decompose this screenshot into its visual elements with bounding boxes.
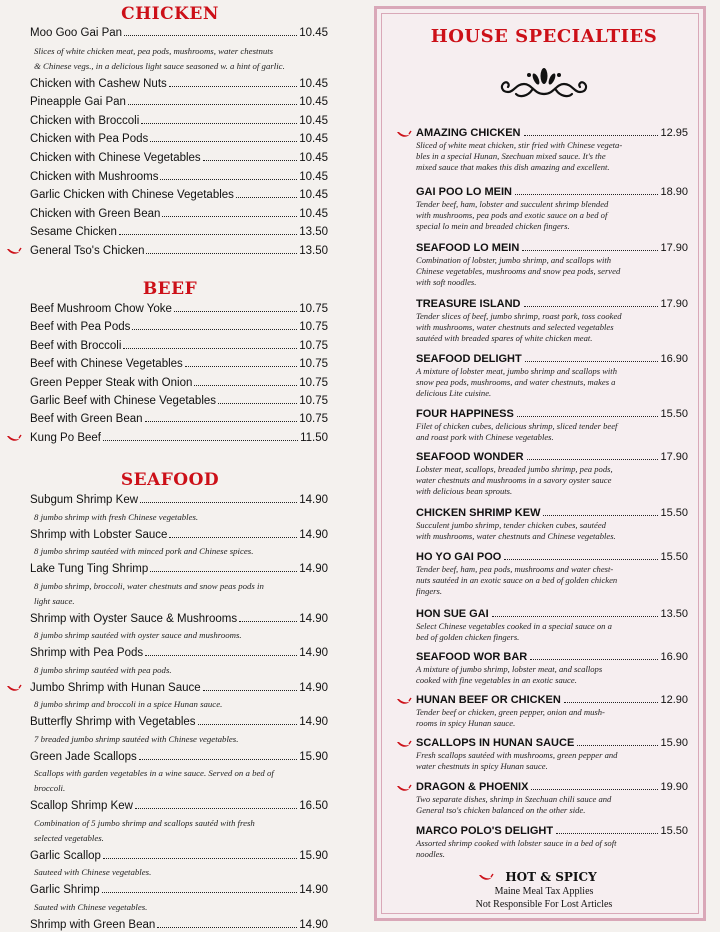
item-description: Scallops with garden vegetables in a wine sauce. Served on a bed of [34, 768, 274, 778]
specialty-description: nuts sautéed in an exotic sauce on a bed of golden chicken [416, 575, 618, 585]
specialty-description: Assorted shrimp cooked with lobster sauce in a bed of soft [416, 838, 617, 848]
chicken-item [30, 151, 328, 165]
seafood-item [30, 750, 328, 764]
item-description: 7 breaded jumbo shrimp sautéed with Chinese vegetables. [34, 733, 239, 744]
specialty-description: mixed sauce that makes this dish amazing and excellent. [416, 162, 610, 172]
item-name: Chicken with Green Bean [30, 207, 161, 220]
specialty-name: SEAFOOD WONDER [416, 451, 524, 463]
specialty-item [416, 608, 688, 621]
specialty-description: bles in a special Hunan, Szechuan mixed sauce. It's the [416, 151, 606, 161]
seafood-item [30, 681, 328, 695]
specialty-item [416, 298, 688, 311]
item-description: Sauted with Chinese vegetables. [34, 901, 148, 912]
item-price: 10.75 [299, 303, 328, 315]
item-price: 10.45 [299, 170, 328, 183]
leader-dots [150, 141, 297, 142]
specialty-description: water chestnuts in spicy Hunan sauce. [416, 761, 548, 771]
item-name: Chicken with Broccoli [30, 114, 140, 127]
chili-pepper-icon [396, 784, 412, 793]
item-description: 8 jumbo shrimp with fresh Chinese vegetables. [34, 511, 199, 522]
item-price: 10.45 [299, 133, 328, 146]
seafood-item [30, 646, 328, 660]
specialty-description: A mixture of jumbo shrimp, lobster meat, and scallops [416, 664, 603, 674]
leader-dots [236, 197, 297, 198]
item-price: 10.75 [299, 321, 328, 334]
item-price: 16.50 [299, 800, 328, 812]
specialty-description: Combination of lobster, jumbo shrimp, and scallops with [416, 255, 612, 265]
chili-pepper-icon [6, 684, 22, 693]
specialty-name: GAI POO LO MEIN [416, 186, 512, 198]
item-price: 15.90 [299, 849, 328, 862]
specialty-item [416, 651, 688, 664]
specialty-name: MARCO POLO'S DELIGHT [416, 825, 554, 837]
item-name: Pineapple Gai Pan [30, 96, 126, 109]
item-name: Garlic Shrimp [30, 884, 100, 896]
specialty-name: FOUR HAPPINESS [416, 408, 514, 420]
specialty-description: Sliced of white meat chicken, stir fried with Chinese vegeta- [416, 140, 623, 150]
item-description: selected vegetables. [34, 832, 104, 843]
beef-item [30, 320, 328, 334]
specialty-description: with mushrooms, pea pods and exotic sauce on a bed of [416, 210, 608, 220]
specialty-item [416, 781, 688, 794]
specialty-name: TREASURE ISLAND [416, 298, 521, 310]
seafood-item [30, 612, 328, 626]
item-name: Beef Mushroom Chow Yoke [30, 303, 172, 315]
seafood-item [30, 799, 328, 813]
beef-item [30, 412, 328, 426]
specialty-description: water chestnuts and mushrooms in a savory oyster sauce [416, 475, 612, 485]
seafood-item [30, 849, 328, 863]
specialty-item [416, 242, 688, 255]
leader-dots [524, 306, 659, 307]
leader-dots [150, 571, 297, 572]
chicken-item [30, 132, 328, 146]
item-price: 10.75 [299, 413, 328, 426]
item-name: Kung Po Beef [30, 431, 101, 444]
item-description: 8 jumbo shrimp, broccoli, water chestnuts and snow peas pods in [34, 580, 264, 591]
item-name: Shrimp with Green Bean [30, 918, 156, 931]
item-name: Green Pepper Steak with Onion [30, 376, 193, 389]
specialty-price: 17.90 [660, 242, 688, 254]
leader-dots [157, 927, 297, 928]
specialty-name: SEAFOOD DELIGHT [416, 353, 522, 365]
item-description: 8 jumbo shrimp sautéed with oyster sauce and mushrooms. [34, 630, 242, 640]
specialty-name: AMAZING CHICKEN [416, 127, 521, 139]
specialty-description: special lo mein and breaded chicken fingers. [416, 221, 570, 231]
chili-pepper-icon [6, 434, 22, 443]
specialty-description: Two separate dishes, shrimp in Szechuan chili sauce and [416, 794, 612, 804]
item-name: Shrimp with Pea Pods [30, 647, 144, 659]
leader-dots [128, 104, 297, 105]
item-name: Chicken with Pea Pods [30, 133, 149, 146]
chili-pepper-icon [396, 740, 412, 749]
specialty-description: Chinese vegetables, mushrooms and snow pea pods, served [416, 266, 621, 276]
chicken-item [30, 207, 328, 221]
chicken-item [30, 170, 328, 184]
beef-item [30, 357, 328, 371]
specialty-name: HUNAN BEEF OR CHICKEN [416, 694, 561, 706]
specialty-item [416, 451, 688, 464]
item-name: Garlic Chicken with Chinese Vegetables [30, 189, 234, 202]
leader-dots [203, 160, 298, 161]
item-name: Butterfly Shrimp with Vegetables [30, 716, 196, 728]
specialty-description: Filet of chicken cubes, delicious shrimp, sliced tender beef [416, 421, 618, 431]
specialty-description: Select Chinese vegetables cooked in a special sauce on a [416, 621, 612, 631]
leader-dots [145, 655, 297, 656]
specialty-price: 12.90 [660, 694, 688, 706]
specialty-name: SCALLOPS IN HUNAN SAUCE [416, 737, 575, 749]
specialty-description: sautéed with breaded spares of white chicken meat. [416, 333, 593, 343]
left-column [0, 0, 340, 930]
item-price: 14.90 [299, 612, 328, 625]
lost-articles-note: Not Responsible For Lost Articles [475, 899, 613, 910]
leader-dots [564, 702, 659, 703]
leader-dots [515, 194, 659, 195]
leader-dots [141, 123, 297, 124]
item-name: Chicken with Cashew Nuts [30, 77, 167, 90]
chicken-item [30, 225, 328, 239]
leader-dots [530, 659, 658, 660]
specialty-price: 15.50 [660, 825, 688, 837]
chicken-item [30, 95, 328, 109]
leader-dots [103, 858, 297, 859]
item-price: 10.45 [299, 27, 328, 39]
specialty-name: SEAFOOD WOR BAR [416, 651, 528, 663]
leader-dots [103, 440, 298, 441]
item-name: Garlic Scallop [30, 849, 101, 862]
specialty-item [416, 507, 688, 520]
item-price: 10.45 [299, 152, 328, 164]
specialty-description: with delicious bean sprouts. [416, 486, 513, 496]
specialty-item [416, 737, 688, 750]
specialty-description: Fresh scallops sautéed with mushrooms, green pepper and [416, 750, 618, 760]
specialty-price: 13.50 [660, 608, 688, 620]
item-description: Slices of white chicken meat, pea pods, mushrooms, water chestnuts [34, 45, 274, 56]
item-name: Subgum Shrimp Kew [30, 494, 139, 506]
hot-spicy-label: HOT & SPICY [505, 870, 597, 884]
seafood-item [30, 493, 328, 507]
leader-dots [135, 808, 297, 809]
chili-pepper-icon [6, 247, 22, 256]
beef-title: BEEF [142, 279, 198, 299]
item-price: 10.75 [299, 395, 328, 407]
specialty-price: 19.90 [660, 781, 688, 793]
specialty-description: delicious Lite cuisine. [416, 388, 492, 398]
specialty-description: Tender slices of beef, jumbo shrimp, roast pork, toss cooked [416, 311, 622, 321]
specialty-price: 17.90 [660, 451, 688, 463]
leader-dots [145, 421, 298, 422]
specialty-price: 17.90 [660, 298, 688, 310]
item-price: 13.50 [299, 226, 328, 239]
leader-dots [194, 385, 297, 386]
scroll-ornament-icon [494, 64, 594, 100]
item-price: 10.75 [299, 376, 328, 389]
leader-dots [162, 216, 297, 217]
specialty-name: HON SUE GAI [416, 608, 489, 620]
item-description: light sauce. [34, 595, 75, 606]
specialty-item [416, 551, 688, 564]
specialty-description: Tender beef or chicken, green pepper, onion and mush- [416, 707, 605, 717]
item-description: broccoli. [34, 783, 66, 793]
leader-dots [527, 459, 659, 460]
item-price: 13.50 [299, 245, 328, 257]
specialty-price: 15.50 [660, 551, 688, 563]
specialty-item [416, 825, 688, 838]
beef-item [30, 394, 328, 408]
leader-dots [218, 403, 297, 404]
chicken-item [30, 26, 328, 40]
leader-dots [119, 234, 297, 235]
item-name: Beef with Chinese Vegetables [30, 358, 183, 371]
chicken-item [30, 114, 328, 128]
item-name: Shrimp with Lobster Sauce [30, 528, 168, 541]
leader-dots [169, 86, 297, 87]
chicken-item [30, 77, 328, 91]
beef-item [30, 431, 328, 445]
specialty-price: 12.95 [660, 127, 688, 139]
specialty-description: with soft noodles. [416, 277, 477, 287]
specialty-description: noodles. [416, 849, 445, 859]
item-description: 8 jumbo shrimp sautéed with pea pods. [34, 664, 172, 675]
leader-dots [531, 789, 658, 790]
leader-dots [140, 502, 297, 503]
item-name: Lake Tung Ting Shrimp [30, 563, 149, 575]
item-name: Moo Goo Gai Pan [30, 27, 123, 39]
specialty-description: cooked with fine vegetables in an exotic sauce. [416, 675, 577, 685]
leader-dots [185, 366, 297, 367]
specialty-item [416, 694, 688, 707]
item-price: 10.45 [299, 96, 328, 109]
leader-dots [174, 311, 297, 312]
item-name: Garlic Beef with Chinese Vegetables [30, 395, 217, 407]
leader-dots [146, 253, 297, 254]
specialty-price: 16.90 [660, 651, 688, 663]
beef-item [30, 339, 328, 353]
item-name: Jumbo Shrimp with Hunan Sauce [30, 681, 201, 694]
item-price: 15.90 [299, 750, 328, 763]
specialty-price: 16.90 [660, 353, 688, 365]
item-price: 14.90 [299, 528, 328, 541]
seafood-item [30, 528, 328, 542]
specialty-item [416, 186, 688, 199]
beef-item [30, 376, 328, 390]
beef-item [30, 302, 328, 316]
chicken-title: CHICKEN [121, 4, 219, 24]
item-name: Beef with Pea Pods [30, 321, 131, 334]
leader-dots [139, 759, 297, 760]
house-specialties-inner [381, 13, 699, 914]
specialty-description: with mushrooms, water chestnuts and Chinese vegetables. [416, 531, 616, 541]
item-description: & Chinese vegs., in a delicious light sauce seasoned w. a hint of garlic. [34, 60, 285, 71]
leader-dots [524, 135, 659, 136]
specialty-description: A mixture of lobster meat, jumbo shrimp and scallops with [416, 366, 617, 376]
specialty-price: 15.50 [660, 408, 688, 420]
item-description: Combination of 5 jumbo shrimp and scallops sautéd with fresh [34, 817, 255, 828]
specialty-item [416, 127, 688, 140]
item-price: 14.90 [299, 647, 328, 659]
leader-dots [522, 250, 658, 251]
leader-dots [492, 616, 659, 617]
item-price: 14.90 [299, 563, 328, 575]
item-name: Scallop Shrimp Kew [30, 800, 133, 812]
leader-dots [517, 416, 659, 417]
specialty-description: with mushrooms, water chestnuts and selected vegetables [416, 322, 614, 332]
leader-dots [203, 690, 298, 691]
specialty-price: 15.50 [660, 507, 688, 519]
specialty-name: DRAGON & PHOENIX [416, 781, 529, 793]
leader-dots [102, 892, 298, 893]
specialty-description: Lobster meat, scallops, breaded jumbo shrimp, pea pods, [416, 464, 613, 474]
item-price: 10.45 [299, 77, 328, 90]
item-price: 10.45 [299, 114, 328, 127]
specialty-description: Succulent jumbo shrimp, tender chicken cubes, sautéed [416, 520, 606, 530]
chicken-item [30, 188, 328, 202]
specialty-description: bed of golden chicken fingers. [416, 632, 520, 642]
leader-dots [123, 348, 297, 349]
item-price: 10.75 [299, 339, 328, 352]
item-price: 14.90 [299, 681, 328, 694]
item-description: 8 jumbo shrimp sautéed with minced pork and Chinese spices. [34, 546, 254, 556]
specialty-item [416, 408, 688, 421]
item-name: Shrimp with Oyster Sauce & Mushrooms [30, 612, 238, 625]
leader-dots [239, 621, 297, 622]
item-description: 8 jumbo shrimp and broccoli in a spice Hunan sauce. [34, 699, 223, 709]
item-name: Sesame Chicken [30, 226, 117, 239]
specialty-description: Tender beef, ham, pea pods, mushrooms and water chest- [416, 564, 614, 574]
leader-dots [525, 361, 659, 362]
specialty-price: 18.90 [660, 186, 688, 198]
item-name: Beef with Broccoli [30, 339, 122, 352]
seafood-item [30, 918, 328, 932]
specialty-price: 15.90 [660, 737, 688, 749]
leader-dots [504, 559, 658, 560]
leader-dots [132, 329, 297, 330]
item-name: Chicken with Chinese Vegetables [30, 152, 201, 164]
specialty-description: Tender beef, ham, lobster and succulent shrimp blended [416, 199, 609, 209]
item-description: Sauteed with Chinese vegetables. [34, 867, 152, 877]
item-price: 14.90 [299, 918, 328, 931]
chicken-item [30, 244, 328, 258]
tax-note: Maine Meal Tax Applies [494, 886, 594, 897]
specialty-description: and roast pork with Chinese vegetables. [416, 432, 554, 442]
item-price: 14.90 [299, 884, 328, 896]
specialty-name: CHICKEN SHRIMP KEW [416, 507, 541, 519]
chili-pepper-icon [396, 697, 412, 706]
specialty-name: HO YO GAI POO [416, 551, 502, 563]
hot-spicy-legend [382, 870, 706, 884]
leader-dots [198, 724, 298, 725]
house-specialties-title: HOUSE SPECIALTIES [430, 26, 658, 47]
seafood-item [30, 562, 328, 576]
seafood-item [30, 883, 328, 897]
leader-dots [543, 515, 658, 516]
specialty-description: fingers. [416, 586, 443, 596]
specialty-description: snow pea pods, mushrooms, and water chestnuts, makes a [416, 377, 616, 387]
chili-pepper-icon [396, 130, 412, 139]
seafood-title: SEAFOOD [120, 470, 220, 490]
chili-pepper-icon [478, 873, 494, 882]
seafood-item [30, 715, 328, 729]
specialty-item [416, 353, 688, 366]
leader-dots [160, 179, 297, 180]
item-price: 14.90 [299, 716, 328, 728]
specialty-description: rooms in spicy Hunan sauce. [416, 718, 516, 728]
leader-dots [577, 745, 658, 746]
item-name: Beef with Green Bean [30, 413, 143, 426]
item-price: 11.50 [300, 431, 328, 444]
leader-dots [124, 35, 297, 36]
item-price: 14.90 [299, 494, 328, 506]
item-price: 10.75 [299, 358, 328, 371]
item-price: 10.45 [299, 189, 328, 202]
leader-dots [169, 537, 297, 538]
leader-dots [556, 833, 658, 834]
specialty-description: General tso's chicken balanced on the other side. [416, 805, 586, 815]
item-price: 10.45 [299, 207, 328, 220]
item-name: General Tso's Chicken [30, 245, 145, 257]
specialty-name: SEAFOOD LO MEIN [416, 242, 520, 254]
item-name: Chicken with Mushrooms [30, 170, 159, 183]
house-specialties-box [374, 6, 706, 921]
item-name: Green Jade Scallops [30, 750, 137, 763]
